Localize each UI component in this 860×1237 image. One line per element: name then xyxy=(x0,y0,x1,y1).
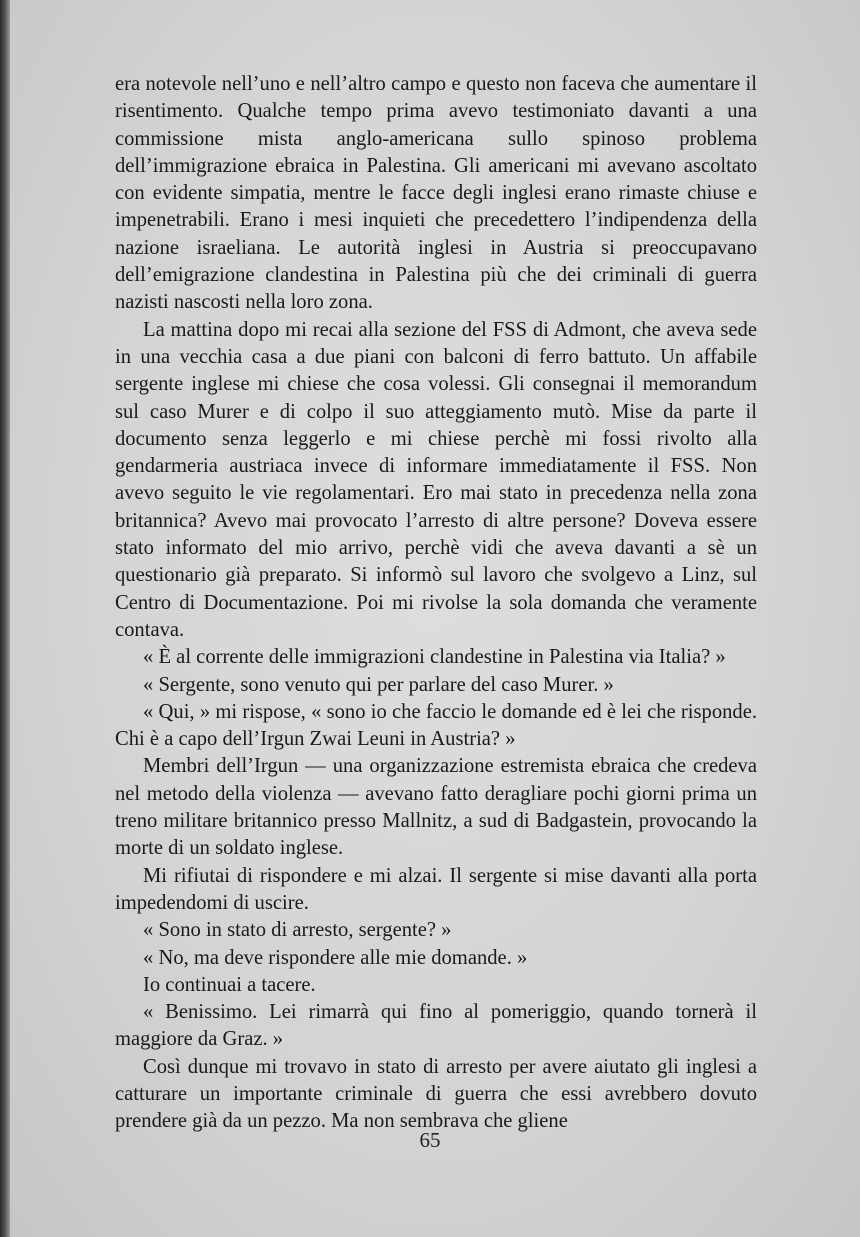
paragraph: Membri dell’Irgun — una organizzazione estremista ebraica che credeva nel metodo della violenza — avevano fatto deragliare pochi giorni prima un treno militare britannico presso Mallnitz, a sud di Badgastein, provocando la morte di un soldato inglese. xyxy=(115,755,757,860)
paragraph-dialogue: « Sono in stato di arresto, sergente? » xyxy=(143,919,452,942)
paragraph: Mi rifiutai di rispondere e mi alzai. Il sergente si mise davanti alla porta impedendomi di uscire. xyxy=(115,864,757,914)
paragraph: Io continuai a tacere. xyxy=(143,973,316,996)
paragraph: Così dunque mi trovavo in stato di arresto per avere aiutato gli inglesi a catturare un importante criminale di guerra che essi avrebbero dovuto prendere già da un pezzo. Ma non sembrava che gliene xyxy=(115,1055,757,1133)
paragraph-dialogue: « Benissimo. Lei rimarrà qui fino al pomeriggio, quando tornerà il maggiore da Graz. » xyxy=(115,1001,757,1051)
paragraph-dialogue: « È al corrente delle immigrazioni clandestine in Palestina via Italia? » xyxy=(143,646,726,669)
book-spine-shadow xyxy=(0,0,10,1237)
paragraph-dialogue: « No, ma deve rispondere alle mie domande. » xyxy=(143,946,528,969)
paragraph-continued: era notevole nell’uno e nell’altro campo e questo non faceva che aumentare il risentimento. Qualche tempo prima avevo testimoniato davanti a una commissione mista anglo-americana sullo spinoso problema dell’immigrazione ebraica in Palestina. Gli americani mi avevano ascoltato con evidente simpatia, mentre le facce degli inglesi erano rimaste chiuse e impenetrabili. Erano i mesi inquieti che precedettero l’indipendenza della nazione israeliana. Le autorità inglesi in Austria si preoccupavano dell’emigrazione clandestina in Palestina più che dei criminali di guerra nazisti nascosti nella loro zona. xyxy=(115,73,757,314)
paragraph-dialogue: « Sergente, sono venuto qui per parlare del caso Murer. » xyxy=(143,673,614,696)
paragraph-dialogue: « Qui, » mi rispose, « sono io che faccio le domande ed è lei che risponde. Chi è a capo dell’Irgun Zwai Leuni in Austria? » xyxy=(115,700,757,751)
body-text xyxy=(115,71,757,1136)
paragraph: La mattina dopo mi recai alla sezione del FSS di Admont, che aveva sede in una vecchia casa a due piani con balconi di ferro battuto. Un affabile sergente inglese mi chiese che cosa volessi. Gli consegnai il memorandum sul caso Murer e di colpo il suo atteggiamento mutò. Mise da parte il documento senza leggerlo e mi chiese perchè mi fossi rivolto alla gendarmeria austriaca invece di informare immediatamente il FSS. Non avevo seguito le vie regolamentari. Ero mai stato in precedenza nella zona britannica? Avevo mai provocato l’arresto di altre persone? Doveva essere stato informato del mio arrivo, perchè vidi che aveva davanti a sè un questionario già preparato. Si informò sul lavoro che svolgevo a Linz, sul Centro di Documentazione. Poi mi rivolse la sola domanda che veramente contava. xyxy=(115,318,757,641)
page-number: 65 xyxy=(419,1128,441,1152)
